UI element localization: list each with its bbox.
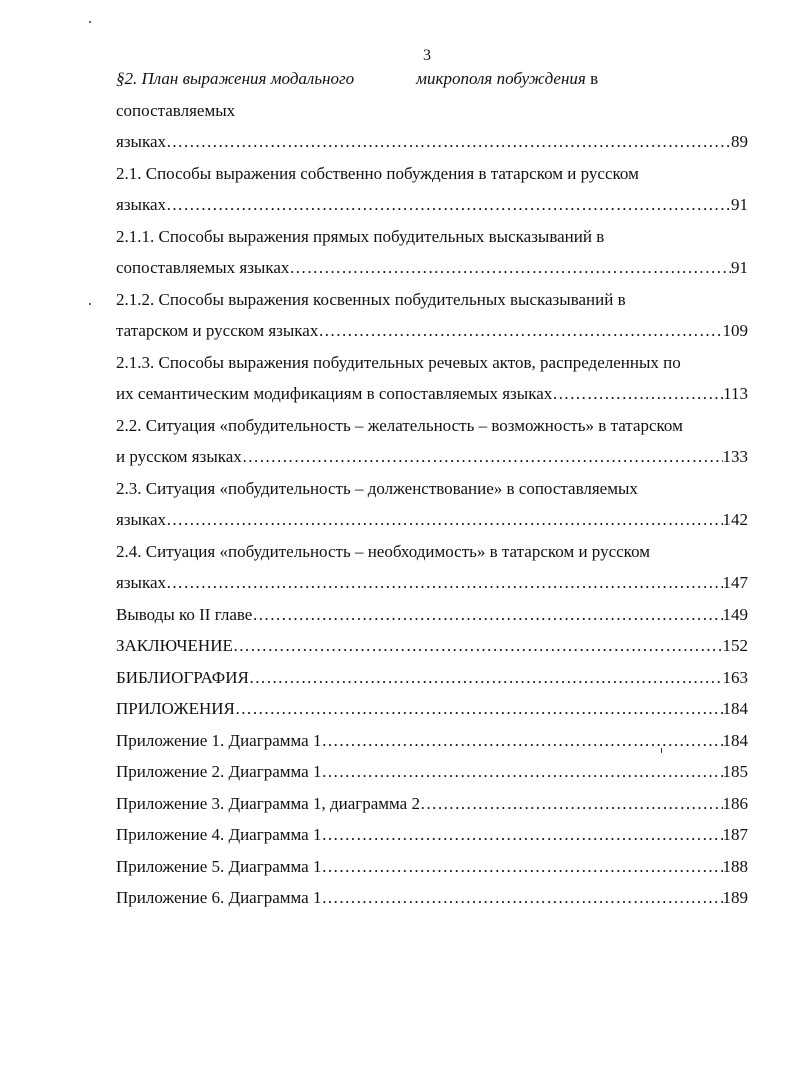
toc-entry-title: 2.2. Ситуация «побудительность – желательность – возможность» в татарском [116,415,683,435]
toc-line [116,662,748,694]
toc-entry-title: 2.1. Способы выражения собственно побуждения в татарском и русском [116,163,639,183]
toc-line [116,158,748,190]
dot-leader [242,441,723,473]
toc-page-number: 188 [722,856,748,876]
toc-page-number: 189 [722,888,748,907]
toc-entry-title: Приложение 3. Диаграмма 1, диаграмма 2 [116,793,420,813]
toc-entry-title: татарском и русском языках [116,321,319,340]
toc-page-number: 149 [722,604,748,624]
dot-leader [252,599,722,631]
toc-line [116,126,748,158]
dot-leader [552,378,723,410]
toc-line [116,347,748,379]
toc-page-number: 91 [731,258,748,277]
toc-entry-title: сопоставляемых языках [116,258,290,277]
toc-line [116,756,748,788]
toc-entry-title: языках [116,195,167,214]
toc-page-number: 185 [722,762,748,781]
toc-entry-title: Выводы ко II главе [116,604,253,624]
toc-line [116,725,748,757]
toc-entry-title: Приложение 5. Диаграмма 1 [116,856,322,876]
dot-leader [166,567,722,599]
scan-speck [89,303,91,305]
toc-page-number: 89 [731,132,748,151]
dot-leader [289,252,731,284]
dot-leader [420,788,723,820]
toc-entry-title: Приложение 6. Диаграмма 1 [116,888,322,907]
scan-speck [89,21,91,23]
toc-page-number: 187 [722,825,748,844]
toc-page-number: 163 [722,667,748,687]
toc-entry-title: 2.3. Ситуация «побудительность – долженствование» в сопоставляемых [116,478,638,498]
toc-entry-title: 2.1.2. Способы выражения косвенных побудительных высказываний в [116,289,626,309]
toc-page-number: 91 [731,195,748,214]
toc-entry-title: Приложение 1. Диаграмма 1 [116,730,322,750]
toc-line [116,630,748,662]
toc-line [116,693,748,725]
toc-page-number: 133 [722,447,748,466]
toc-line [116,315,748,347]
toc-entry-title: Приложение 4. Диаграмма 1 [116,825,322,844]
toc-page-number: 152 [722,636,748,655]
toc-page-number: 186 [722,793,748,813]
toc-page-number: 184 [722,730,748,750]
toc-page-number: 147 [722,573,748,592]
dot-leader [321,851,722,883]
toc-entry-title: в [590,69,599,88]
dot-leader [321,819,722,851]
toc-entry-title: языках [116,132,167,151]
toc-line [116,410,748,442]
dot-leader [233,630,723,662]
toc-line [116,882,748,914]
toc-line [116,63,748,95]
toc-line [116,788,748,820]
toc-entry-title: 2.4. Ситуация «побудительность – необходимость» в татарском и русском [116,541,650,561]
dot-leader [321,725,722,757]
toc-entry-title: языках [116,510,167,529]
toc-entry-title: ЗАКЛЮЧЕНИЕ [116,636,233,655]
dot-leader [166,189,731,221]
toc-line [116,221,748,253]
toc-line [116,851,748,883]
toc-line [116,473,748,505]
toc-entry-title: БИБЛИОГРАФИЯ [116,667,249,687]
toc-line [116,441,748,473]
toc-entry-title: сопоставляемых [116,100,236,120]
toc-entry-title: 2.1.1. Способы выражения прямых побудительных высказываний в [116,226,605,246]
toc-line [116,252,748,284]
toc-entry-title: §2. План выражения модального [116,69,355,88]
toc-line [116,599,748,631]
toc-entry-title: и русском языках [116,447,242,466]
toc-page-number: 142 [722,510,748,529]
toc-page-number: 184 [722,699,748,718]
toc-line [116,536,748,568]
toc-line [116,819,748,851]
dot-leader [249,662,723,694]
dot-leader [321,882,722,914]
toc-line [116,378,748,410]
toc-entry-title: микрополя побуждения [416,69,586,88]
toc-line [116,189,748,221]
dot-leader [318,315,722,347]
toc-entry-title: языках [116,573,167,592]
toc-entry-title: их семантическим модификациям в сопоставляемых языках [116,384,553,403]
dot-leader [166,504,722,536]
dot-leader [321,756,722,788]
toc-page-number: 109 [722,321,748,340]
page-number: 3 [423,47,431,64]
toc-line [116,95,748,127]
toc-line [116,567,748,599]
toc-page-number: 113 [723,384,748,403]
toc-entry-title: Приложение 2. Диаграмма 1 [116,762,322,781]
toc-entry-title: 2.1.3. Способы выражения побудительных речевых актов, распределенных по [116,352,681,372]
dot-leader [166,126,731,158]
toc-line [116,284,748,316]
toc-entry-title: ПРИЛОЖЕНИЯ [116,699,235,718]
dot-leader [235,693,723,725]
table-of-contents [116,63,748,914]
toc-line [116,504,748,536]
